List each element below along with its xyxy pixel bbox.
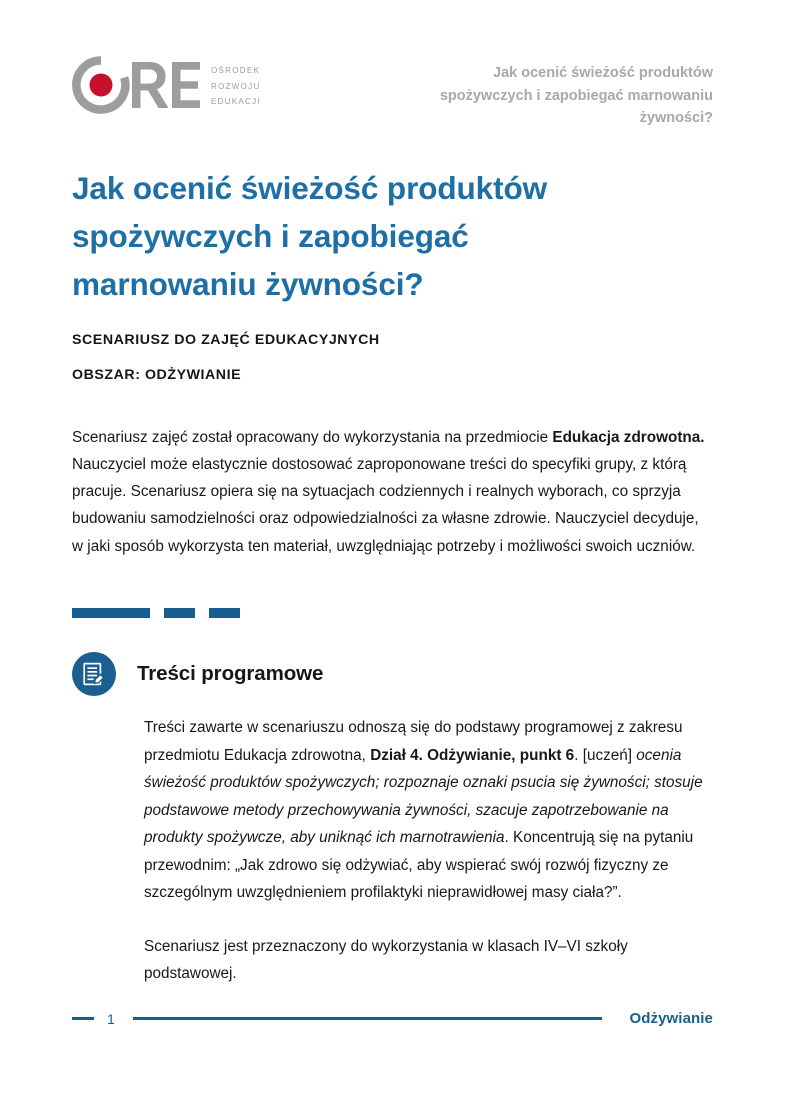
decorative-dash-3: [209, 608, 240, 618]
subtitle-scenario-type: SCENARIUSZ DO ZAJĘĆ EDUKACYJNYCH: [72, 332, 380, 349]
section-paragraph-2: Scenariusz jest przeznaczony do wykorzystania w klasach IV–VI szkoły podstawowej.: [144, 937, 628, 983]
ore-logo: [72, 56, 261, 114]
ore-logo-wordmark: [211, 62, 261, 109]
decorative-dash-1: [72, 608, 150, 618]
section-header: [72, 652, 713, 696]
footer-rule: [133, 1017, 603, 1020]
section-paragraph-1: [144, 714, 713, 907]
subtitle-area: OBSZAR: ODŻYWIANIE: [72, 366, 242, 383]
section-p1-text-3: . Koncentrują się na pytaniu przewodnim: „Jak zdrowo się odżywiać, aby wspierać swój rozwój fizyczny ze szczególnym uwzględnieniem profilaktyki nieprawidłowej masy ciała?”.: [144, 829, 694, 902]
page-footer: [72, 1010, 713, 1027]
intro-bold-subject: Edukacja zdrowotna.: [552, 428, 705, 446]
intro-text-2: Nauczyciel może elastycznie dostosować zaproponowane treści do specyfiki grupy, z którą pracuje. Scenariusz opiera się na sytuacjach codziennych i realnych wyborach, co sprzyja budowaniu samodzielności oraz odpowiedzialności za własne zdrowie. Nauczyciel decyduje, w jaki sposób wykorzysta ten materiał, uwzględniając potrzeby i możliwości swoich uczniów.: [72, 455, 699, 555]
running-header: [72, 0, 713, 130]
ore-logo-word-2: rozwoju: [211, 79, 261, 92]
footer-dash: [72, 1017, 94, 1020]
section-body: [72, 696, 713, 988]
ore-logo-word-3: edukacji: [211, 95, 261, 108]
footer-area-label: Odżywianie: [629, 1010, 713, 1027]
subtitle-block: [72, 308, 713, 384]
intro-text-1: Scenariusz zajęć został opracowany do wykorzystania na przedmiocie: [72, 428, 553, 446]
section-title: Treści programowe: [137, 662, 324, 686]
section-p1-text-2: . [uczeń]: [574, 746, 637, 764]
section-tresci-programowe: [72, 618, 713, 988]
section-p1-bold-reference: Dział 4. Odżywianie, punkt 6: [370, 746, 575, 764]
ore-logo-mark: [72, 56, 202, 114]
running-header-title: Jak ocenić świeżość produktów spożywczych i zapobiegać marnowaniu żywności?: [439, 65, 713, 127]
decorative-dash-2: [164, 608, 195, 618]
ore-logo-word-1: ośrodek: [211, 63, 261, 76]
section-p1-italic-quote: ocenia świeżość produktów spożywczych; rozpoznaje oznaki psucia się żywności; stosuje podstawowe metody przechowywania żywności, szacuje zapotrzebowanie na produkty spożywcze, aby uniknąć ich marnotrawienia: [144, 746, 703, 847]
decorative-dashes: [72, 575, 713, 618]
section-p1-text-1: Treści zawarte w scenariuszu odnoszą się do podstawy programowej z zakresu przedmiotu Edukacja zdrowotna,: [144, 719, 683, 764]
document-with-pen-icon: [72, 652, 116, 696]
page-title: Jak ocenić świeżość produktów spożywczych i zapobiegać marnowaniu żywności?: [72, 169, 547, 302]
intro-paragraph: [72, 400, 713, 560]
footer-page-number: 1: [107, 1010, 115, 1027]
